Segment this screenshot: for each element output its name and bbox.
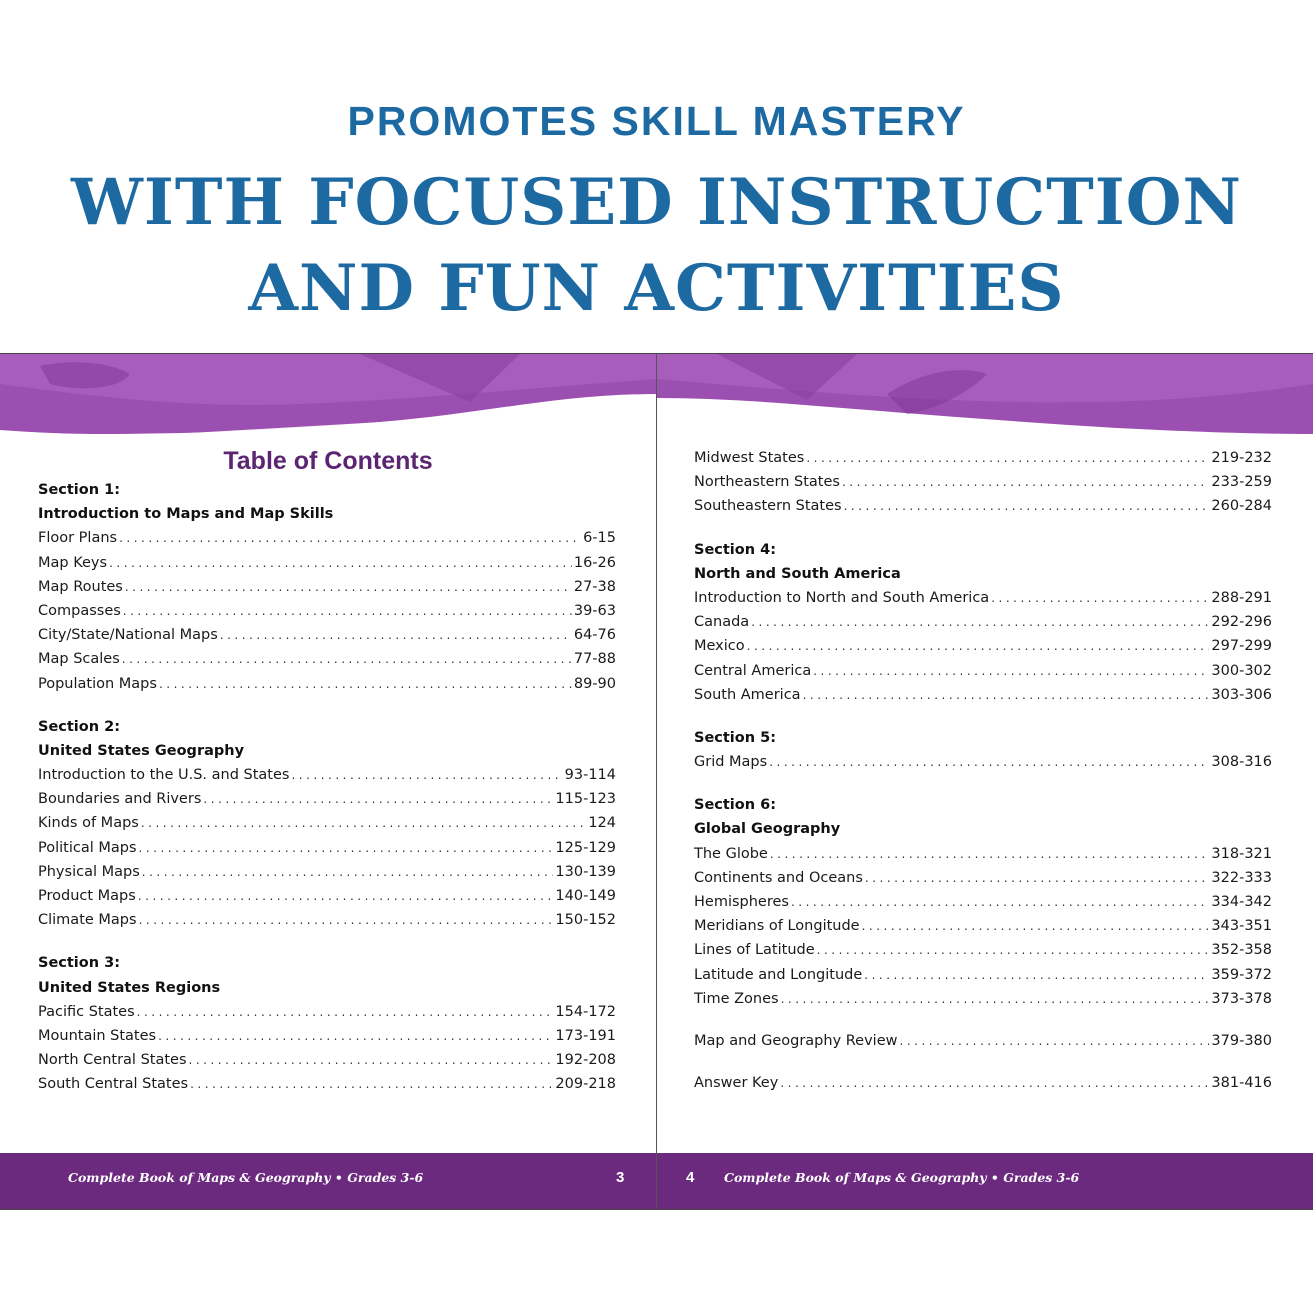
entry-title: Floor Plans — [38, 530, 118, 547]
dot-leader — [159, 672, 572, 696]
entry-title: Product Maps — [38, 888, 136, 904]
entry-title: Northeastern States — [694, 474, 840, 491]
headline-line-2: WITH FOCUSED INSTRUCTION — [71, 165, 1242, 240]
toc-entry — [38, 672, 616, 696]
toc-entry — [38, 1000, 616, 1024]
entry-pages: 6-15 — [583, 530, 616, 547]
page-title: Table of Contents — [223, 447, 433, 475]
toc-entry — [38, 1024, 616, 1048]
dot-leader — [865, 866, 1210, 890]
toc-entry — [38, 1048, 616, 1072]
section-entries — [694, 842, 1272, 1011]
page-footer — [0, 1153, 656, 1209]
entry-title: Map Routes — [38, 578, 123, 595]
entry-title: Hemispheres — [694, 894, 789, 910]
toc-entry — [38, 787, 616, 811]
section-entries — [694, 446, 1272, 519]
headline-line-3: AND FUN ACTIVITIES — [248, 251, 1065, 326]
entry-title: Pacific States — [38, 1003, 135, 1020]
toc-entry — [694, 683, 1272, 707]
entry-pages: 130-139 — [555, 863, 616, 880]
section-label: Section 3: — [38, 955, 120, 972]
right-page-banner — [657, 354, 1313, 454]
dot-leader — [806, 446, 1209, 470]
dot-leader — [817, 938, 1210, 962]
entry-title: Introduction to North and South America — [694, 589, 990, 606]
entry-title: Population Maps — [38, 675, 157, 692]
entry-pages: 77-88 — [573, 651, 616, 668]
entry-title: Southeastern States — [694, 498, 842, 515]
entry-pages: 209-218 — [555, 1076, 616, 1093]
dot-leader — [139, 836, 554, 860]
section-entries — [38, 763, 616, 932]
toc-entry — [694, 866, 1272, 890]
footer-book-title: Complete Book of Maps & Geography • Grades 3-6 — [724, 1170, 1080, 1185]
entry-pages: 260-284 — [1211, 498, 1272, 515]
entry-title: Political Maps — [38, 839, 137, 856]
dot-leader — [791, 890, 1209, 914]
entry-title: Map Keys — [38, 554, 108, 571]
dot-leader — [125, 575, 572, 599]
section-label: Section 2: — [38, 718, 120, 735]
dot-leader — [203, 787, 553, 811]
book-spread — [0, 353, 1313, 1210]
entry-title: North Central States — [38, 1052, 187, 1069]
entry-title: Compasses — [38, 602, 121, 619]
section-title: United States Geography — [38, 742, 245, 759]
entry-title: Meridians of Longitude — [694, 918, 860, 935]
toc-entry — [694, 842, 1272, 866]
toc-entry — [694, 494, 1272, 518]
toc-entry — [38, 575, 616, 599]
toc-entry — [38, 811, 616, 835]
entry-pages: 124 — [588, 815, 616, 832]
entry-title: Answer Key — [694, 1075, 779, 1092]
entry-title: Mexico — [694, 638, 745, 655]
entry-title: Continents and Oceans — [694, 869, 863, 886]
entry-title: Mountain States — [38, 1027, 157, 1044]
footer-book-title: Complete Book of Maps & Geography • Grades 3-6 — [68, 1170, 424, 1185]
headline-main — [0, 160, 1313, 332]
dot-leader — [122, 647, 572, 671]
entry-pages: 297-299 — [1211, 638, 1272, 655]
entry-pages: 352-358 — [1211, 942, 1272, 959]
entry-pages: 93-114 — [564, 767, 616, 784]
entry-pages: 125-129 — [555, 839, 616, 856]
dot-leader — [747, 634, 1210, 658]
entry-pages: 359-372 — [1211, 966, 1272, 983]
toc-entry-review — [694, 1029, 1272, 1053]
dot-leader — [991, 586, 1209, 610]
entry-title: Canada — [694, 614, 750, 631]
entry-pages: 373-378 — [1211, 990, 1272, 1007]
section-entries — [38, 1000, 616, 1097]
entry-pages: 16-26 — [573, 554, 616, 571]
page-number: 3 — [616, 1169, 625, 1186]
page-number: 4 — [686, 1169, 695, 1186]
toc-entry — [38, 860, 616, 884]
toc-entry — [38, 599, 616, 623]
entry-title: Map Scales — [38, 651, 120, 668]
dot-leader — [842, 470, 1209, 494]
toc-entry — [38, 884, 616, 908]
dot-leader — [189, 1048, 554, 1072]
section-title: Introduction to Maps and Map Skills — [38, 506, 334, 523]
dot-leader — [220, 623, 572, 647]
entry-pages: 292-296 — [1211, 614, 1272, 631]
entry-title: City/State/National Maps — [38, 627, 218, 644]
dot-leader — [751, 610, 1209, 634]
dot-leader — [119, 526, 581, 550]
entry-pages: 173-191 — [555, 1027, 616, 1044]
dot-leader — [900, 1029, 1210, 1053]
entry-title: Central America — [694, 662, 812, 679]
toc-entry — [694, 659, 1272, 683]
dot-leader — [770, 842, 1210, 866]
toc-entry — [38, 908, 616, 932]
dot-leader — [158, 1024, 553, 1048]
dot-leader — [780, 1071, 1209, 1095]
entry-pages: 192-208 — [555, 1052, 616, 1069]
toc-entry — [38, 526, 616, 550]
entry-pages: 303-306 — [1211, 686, 1272, 703]
dot-leader — [142, 860, 554, 884]
toc-entry — [694, 938, 1272, 962]
section-label: Section 1: — [38, 482, 120, 498]
entry-title: Boundaries and Rivers — [38, 791, 202, 808]
entry-title: South Central States — [38, 1076, 189, 1093]
toc-entry — [38, 647, 616, 671]
toc-entry — [38, 1072, 616, 1096]
toc-entry — [694, 634, 1272, 658]
entry-title: Physical Maps — [38, 863, 140, 880]
entry-pages: 318-321 — [1211, 845, 1272, 862]
entry-pages: 89-90 — [573, 675, 616, 692]
entry-title: South America — [694, 686, 801, 703]
entry-pages: 140-149 — [555, 888, 616, 904]
entry-pages: 379-380 — [1211, 1032, 1272, 1049]
toc-entry — [38, 623, 616, 647]
section-title: Global Geography — [694, 821, 841, 838]
headline-line-1: PROMOTES SKILL MASTERY — [347, 98, 966, 144]
section-entries — [694, 750, 1272, 774]
section-entries — [694, 586, 1272, 707]
dot-leader — [813, 659, 1209, 683]
dot-leader — [141, 811, 586, 835]
toc-entry — [694, 987, 1272, 1011]
entry-pages: 27-38 — [573, 578, 616, 595]
entry-pages: 300-302 — [1211, 662, 1272, 679]
entry-pages: 64-76 — [573, 627, 616, 644]
entry-title: Latitude and Longitude — [694, 966, 863, 983]
entry-title: Map and Geography Review — [694, 1032, 898, 1049]
entry-title: Time Zones — [694, 990, 779, 1007]
left-page-banner — [0, 354, 656, 454]
toc-entry — [38, 763, 616, 787]
section-label: Section 4: — [694, 541, 776, 558]
dot-leader — [137, 1000, 554, 1024]
toc-entry — [38, 551, 616, 575]
toc-entry-answer-key — [694, 1071, 1272, 1095]
dot-leader — [139, 908, 554, 932]
entry-pages: 233-259 — [1211, 474, 1272, 491]
entry-title: Grid Maps — [694, 754, 768, 771]
entry-pages: 343-351 — [1211, 918, 1272, 935]
dot-leader — [781, 987, 1210, 1011]
dot-leader — [291, 763, 562, 787]
entry-pages: 381-416 — [1211, 1075, 1272, 1092]
entry-title: Midwest States — [694, 450, 805, 466]
toc-column-right — [694, 446, 1272, 1095]
left-page — [0, 354, 657, 1209]
entry-pages: 219-232 — [1211, 450, 1272, 466]
dot-leader — [864, 963, 1209, 987]
entry-title: Kinds of Maps — [38, 815, 139, 832]
entry-pages: 308-316 — [1211, 754, 1272, 771]
dot-leader — [109, 551, 572, 575]
entry-title: Lines of Latitude — [694, 942, 815, 959]
toc-entry — [694, 446, 1272, 470]
dot-leader — [190, 1072, 553, 1096]
entry-pages: 322-333 — [1211, 869, 1272, 886]
section-label: Section 6: — [694, 797, 776, 814]
entry-pages: 39-63 — [573, 602, 616, 619]
entry-pages: 288-291 — [1211, 589, 1272, 606]
entry-pages: 334-342 — [1211, 894, 1272, 910]
section-entries — [38, 526, 616, 695]
section-label: Section 5: — [694, 729, 776, 746]
section-title: United States Regions — [38, 979, 221, 996]
toc-entry — [694, 470, 1272, 494]
dot-leader — [803, 683, 1210, 707]
entry-title: The Globe — [694, 845, 768, 862]
entry-title: Introduction to the U.S. and States — [38, 767, 290, 784]
toc-entry — [694, 914, 1272, 938]
section-title: North and South America — [694, 565, 901, 582]
right-page — [657, 354, 1313, 1209]
dot-leader — [138, 884, 554, 908]
dot-leader — [769, 750, 1209, 774]
toc-entry — [694, 750, 1272, 774]
dot-leader — [862, 914, 1210, 938]
entry-pages: 154-172 — [555, 1003, 616, 1020]
toc-entry — [694, 963, 1272, 987]
dot-leader — [123, 599, 572, 623]
entry-title: Climate Maps — [38, 912, 137, 929]
toc-entry — [38, 836, 616, 860]
entry-pages: 150-152 — [555, 912, 616, 929]
toc-column-left — [38, 478, 616, 1097]
page-footer — [657, 1153, 1313, 1209]
dot-leader — [844, 494, 1210, 518]
toc-entry — [694, 890, 1272, 914]
toc-entry — [694, 586, 1272, 610]
entry-pages: 115-123 — [555, 791, 616, 808]
toc-entry — [694, 610, 1272, 634]
